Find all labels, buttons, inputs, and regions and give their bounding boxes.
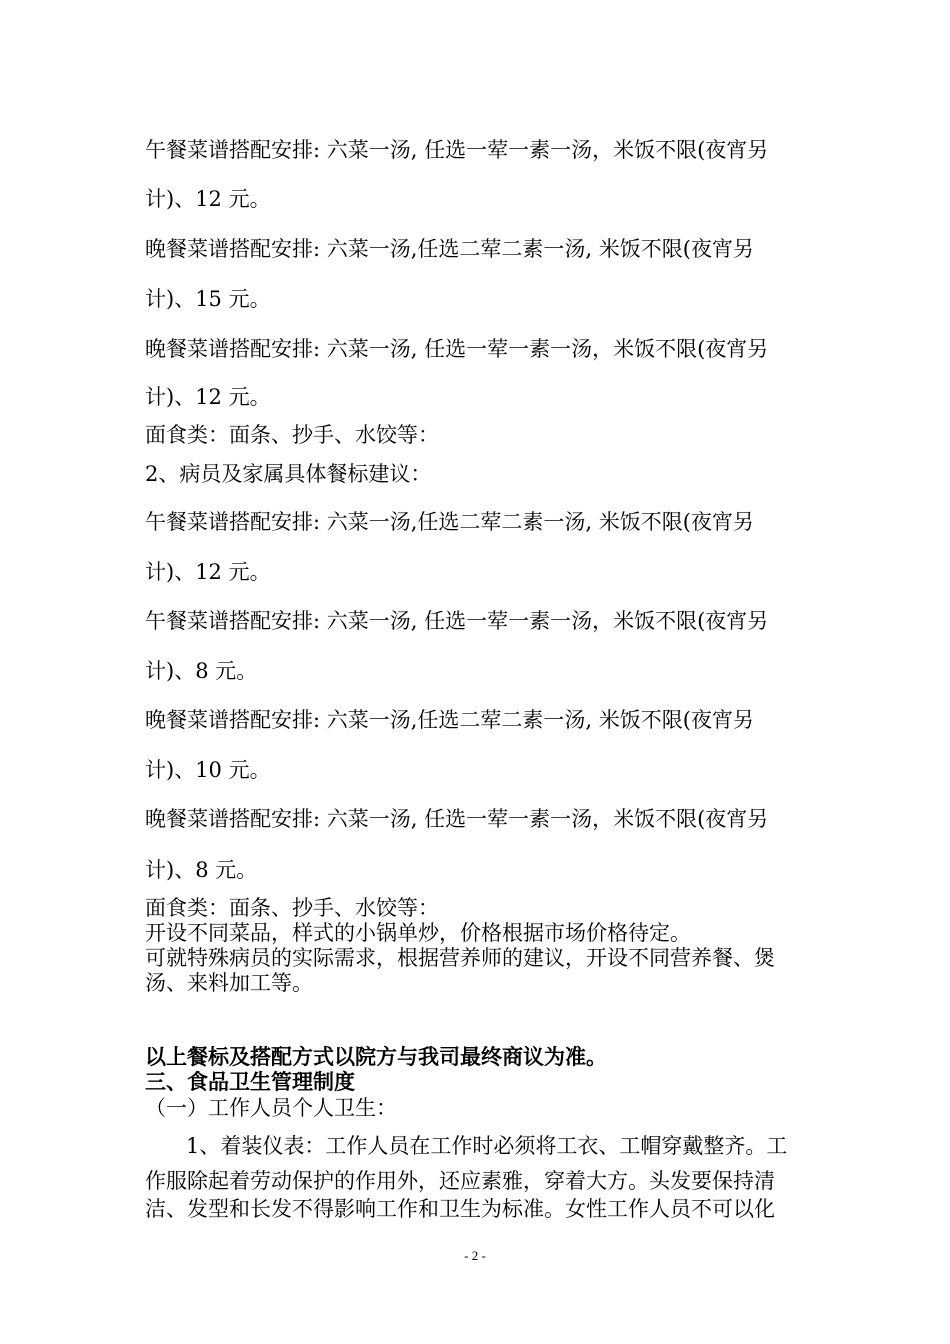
paragraph-line: 计)、8 元。 — [145, 659, 258, 683]
paragraph-line: 开设不同菜品，样式的小锅单炒，价格根据市场价格待定。 — [145, 921, 691, 945]
paragraph-line: 作服除起着劳动保护的作用外，还应素雅，穿着大方。头发要保持清 — [145, 1169, 775, 1193]
paragraph-line: 午餐菜谱搭配安排: 六菜一汤,任选二荤二素一汤, 米饭不限(夜宵另 — [145, 510, 754, 534]
paragraph-line: 计)、15 元。 — [145, 287, 271, 311]
paragraph-line: 计)、12 元。 — [145, 187, 271, 211]
paragraph-line: 晚餐菜谱搭配安排: 六菜一汤,任选二荤二素一汤, 米饭不限(夜宵另 — [145, 708, 754, 732]
paragraph-line: 计)、12 元。 — [145, 560, 271, 584]
paragraph-line: 面食类：面条、抄手、水饺等： — [145, 423, 439, 447]
paragraph-line: 晚餐菜谱搭配安排: 六菜一汤, 任选一荤一素一汤，米饭不限(夜宵另 — [145, 337, 769, 361]
paragraph-line: 午餐菜谱搭配安排: 六菜一汤, 任选一荤一素一汤，米饭不限(夜宵另 — [145, 138, 769, 162]
paragraph-line: 洁、发型和长发不得影响工作和卫生为标准。女性工作人员不可以化 — [145, 1197, 775, 1221]
paragraph-line: 晚餐菜谱搭配安排: 六菜一汤, 任选一荤一素一汤，米饭不限(夜宵另 — [145, 807, 769, 831]
paragraph-line: 2、病员及家属具体餐标建议： — [145, 462, 432, 486]
subsection-heading: （一）工作人员个人卫生： — [145, 1096, 397, 1120]
paragraph-line: 面食类：面条、抄手、水饺等： — [145, 896, 439, 920]
paragraph-line: 1、着装仪表：工作人员在工作时必须将工衣、工帽穿戴整齐。工 — [186, 1134, 788, 1158]
paragraph-line: 汤、来料加工等。 — [145, 971, 313, 995]
paragraph-line: 晚餐菜谱搭配安排: 六菜一汤,任选二荤二素一汤, 米饭不限(夜宵另 — [145, 237, 754, 261]
section-note: 以上餐标及搭配方式以院方与我司最终商议为准。 — [145, 1044, 607, 1069]
section-heading: 三、食品卫生管理制度 — [145, 1069, 355, 1094]
paragraph-line: 计)、8 元。 — [145, 858, 258, 882]
paragraph-line: 计)、12 元。 — [145, 385, 271, 409]
paragraph-line: 午餐菜谱搭配安排: 六菜一汤, 任选一荤一素一汤，米饭不限(夜宵另 — [145, 609, 769, 633]
page-number: - 2 - — [464, 1248, 486, 1263]
paragraph-line: 计)、10 元。 — [145, 758, 271, 782]
paragraph-line: 可就特殊病员的实际需求，根据营养师的建议，开设不同营养餐、煲 — [145, 946, 775, 970]
